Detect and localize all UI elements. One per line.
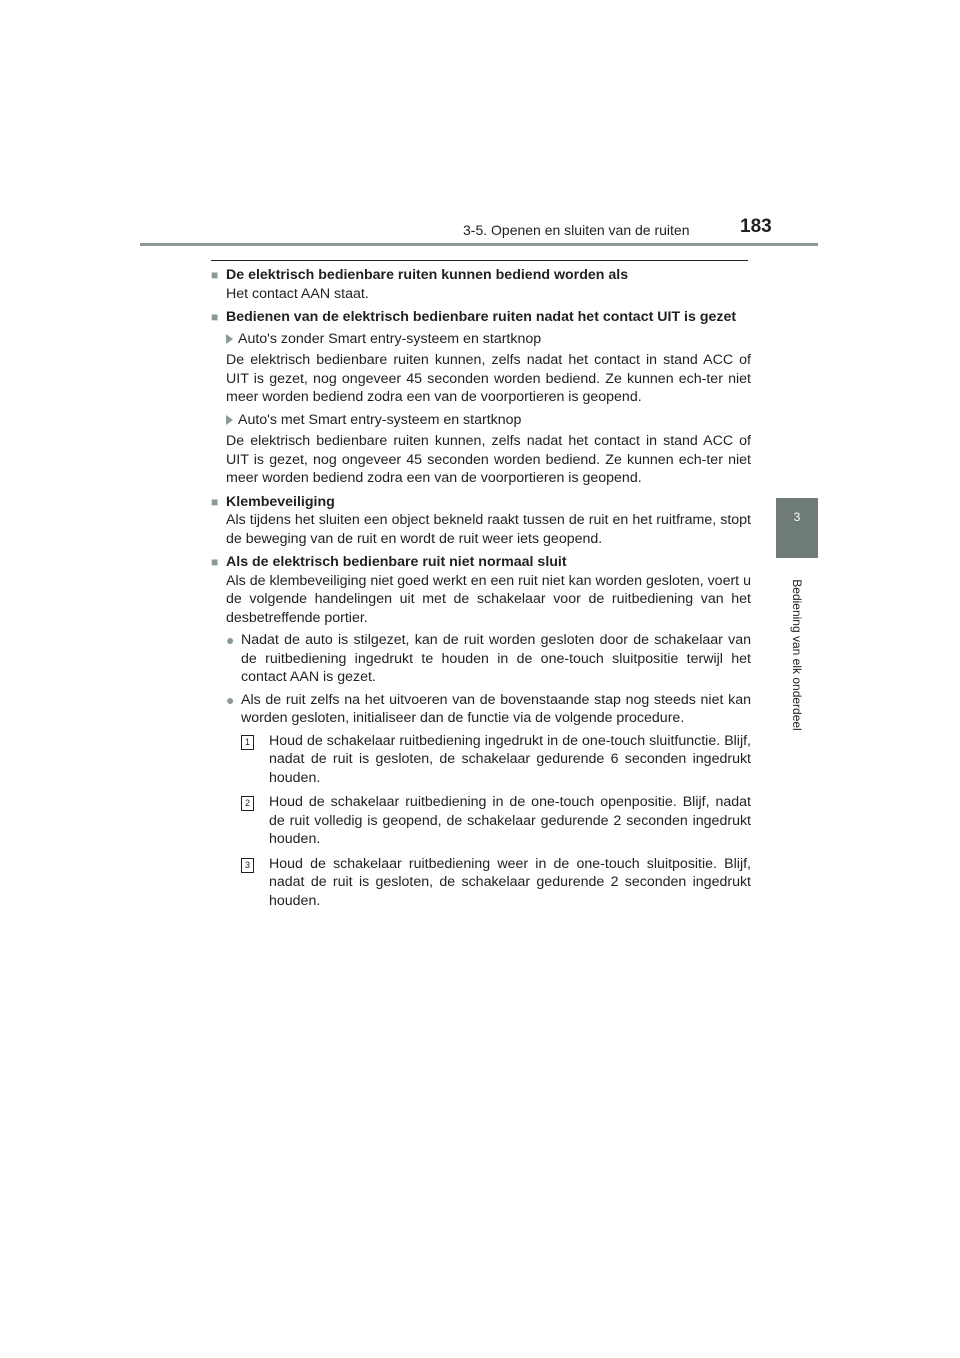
procedure-step bbox=[241, 855, 751, 911]
section-text: Als de klembeveiliging niet goed werkt en een ruit niet kan worden gesloten, voert u de volgende handelingen uit met de schakelaar voor de ruitbediening van het desbetreffende portier. bbox=[226, 572, 751, 626]
procedure-step bbox=[241, 793, 751, 849]
variant-text: De elektrisch bedienbare ruiten kunnen, zelfs nadat het contact in stand ACC of UIT is gezet, nog ongeveer 45 seconden worden bediend. Ze kunnen ech-ter niet meer worden bediend zodra een van de voorportieren is geopend. bbox=[226, 352, 751, 405]
triangle-arrow-icon bbox=[226, 334, 233, 344]
step-text: Houd de schakelaar ruitbediening weer in de one-touch sluitpositie. Blijf, nadat de ruit is gesloten, de schakelaar gedurende 2 seconden ingedrukt houden. bbox=[269, 855, 751, 909]
step-text: Houd de schakelaar ruitbediening in de one-touch openpositie. Blijf, nadat de ruit volledig is geopend, de schakelaar gedurende 2 seconden ingedrukt houden. bbox=[269, 794, 751, 847]
section-heading bbox=[211, 308, 751, 327]
variant-label bbox=[226, 330, 751, 349]
square-bullet-icon: ■ bbox=[211, 555, 219, 569]
variant-label-text: Auto's zonder Smart entry-systeem en startknop bbox=[238, 330, 542, 347]
step-number: 2 bbox=[241, 796, 254, 811]
page-number: 183 bbox=[740, 216, 772, 237]
heading-text: De elektrisch bedienbare ruiten kunnen bediend worden als bbox=[226, 267, 629, 283]
section-not-closing bbox=[211, 553, 751, 910]
section-text: Als tijdens het sluiten een object bekneld raakt tussen de ruit en het ruitframe, stopt de beweging van de ruit en wordt de ruit weer iets geopend. bbox=[226, 512, 751, 547]
list-item bbox=[226, 631, 751, 687]
heading-text: Klembeveiliging bbox=[226, 493, 335, 510]
section-text: Het contact AAN staat. bbox=[226, 285, 369, 302]
page-content bbox=[211, 266, 751, 916]
content-divider bbox=[211, 260, 748, 261]
section-jam-protection bbox=[211, 493, 751, 549]
list-item bbox=[226, 691, 751, 728]
procedure-step bbox=[241, 732, 751, 788]
circle-bullet-icon: ● bbox=[226, 691, 235, 708]
step-text: Houd de schakelaar ruitbediening ingedrukt in de one-touch sluitfunctie. Blijf, nadat de ruit is gesloten, de schakelaar gedurende 6 seconden ingedrukt houden. bbox=[269, 732, 751, 786]
chapter-title: Bediening van elk onderdeel bbox=[790, 579, 804, 731]
heading-text: Bedienen van de elektrisch bedienbare ruiten nadat het contact UIT is gezet bbox=[226, 309, 737, 325]
chapter-title-tab bbox=[787, 560, 807, 750]
square-bullet-icon: ■ bbox=[211, 494, 219, 509]
section-heading bbox=[211, 553, 751, 572]
section-operable-when bbox=[211, 266, 751, 303]
step-number: 3 bbox=[241, 858, 254, 873]
triangle-arrow-icon bbox=[226, 415, 233, 425]
step-number: 1 bbox=[241, 735, 254, 750]
chapter-tab: 3 bbox=[776, 498, 818, 558]
section-after-off bbox=[211, 308, 751, 488]
bullet-text: Als de ruit zelfs na het uitvoeren van de bovenstaande stap nog steeds niet kan worden gesloten, initialiseer dan de functie via de volgende procedure. bbox=[241, 691, 751, 726]
section-heading bbox=[211, 493, 751, 512]
square-bullet-icon: ■ bbox=[211, 268, 219, 282]
square-bullet-icon: ■ bbox=[211, 310, 219, 324]
variant-label bbox=[226, 411, 751, 430]
circle-bullet-icon: ● bbox=[226, 632, 235, 648]
variant-text: De elektrisch bedienbare ruiten kunnen, zelfs nadat het contact in stand ACC of UIT is gezet, nog ongeveer 45 seconden worden bediend. Ze kunnen ech-ter niet meer worden bediend zodra een van de voorportieren is geopend. bbox=[226, 433, 751, 486]
bullet-text: Nadat de auto is stilgezet, kan de ruit worden gesloten door de schakelaar van de ruitbediening ingedrukt te houden in de one-touch sluitpositie terwijl het contact AAN is gezet. bbox=[241, 632, 751, 685]
header-divider bbox=[140, 243, 818, 246]
section-title: 3-5. Openen en sluiten van de ruiten bbox=[463, 222, 690, 238]
heading-text: Als de elektrisch bedienbare ruit niet normaal sluit bbox=[226, 554, 567, 570]
variant-label-text: Auto's met Smart entry-systeem en startknop bbox=[238, 411, 522, 428]
section-heading bbox=[211, 266, 751, 285]
